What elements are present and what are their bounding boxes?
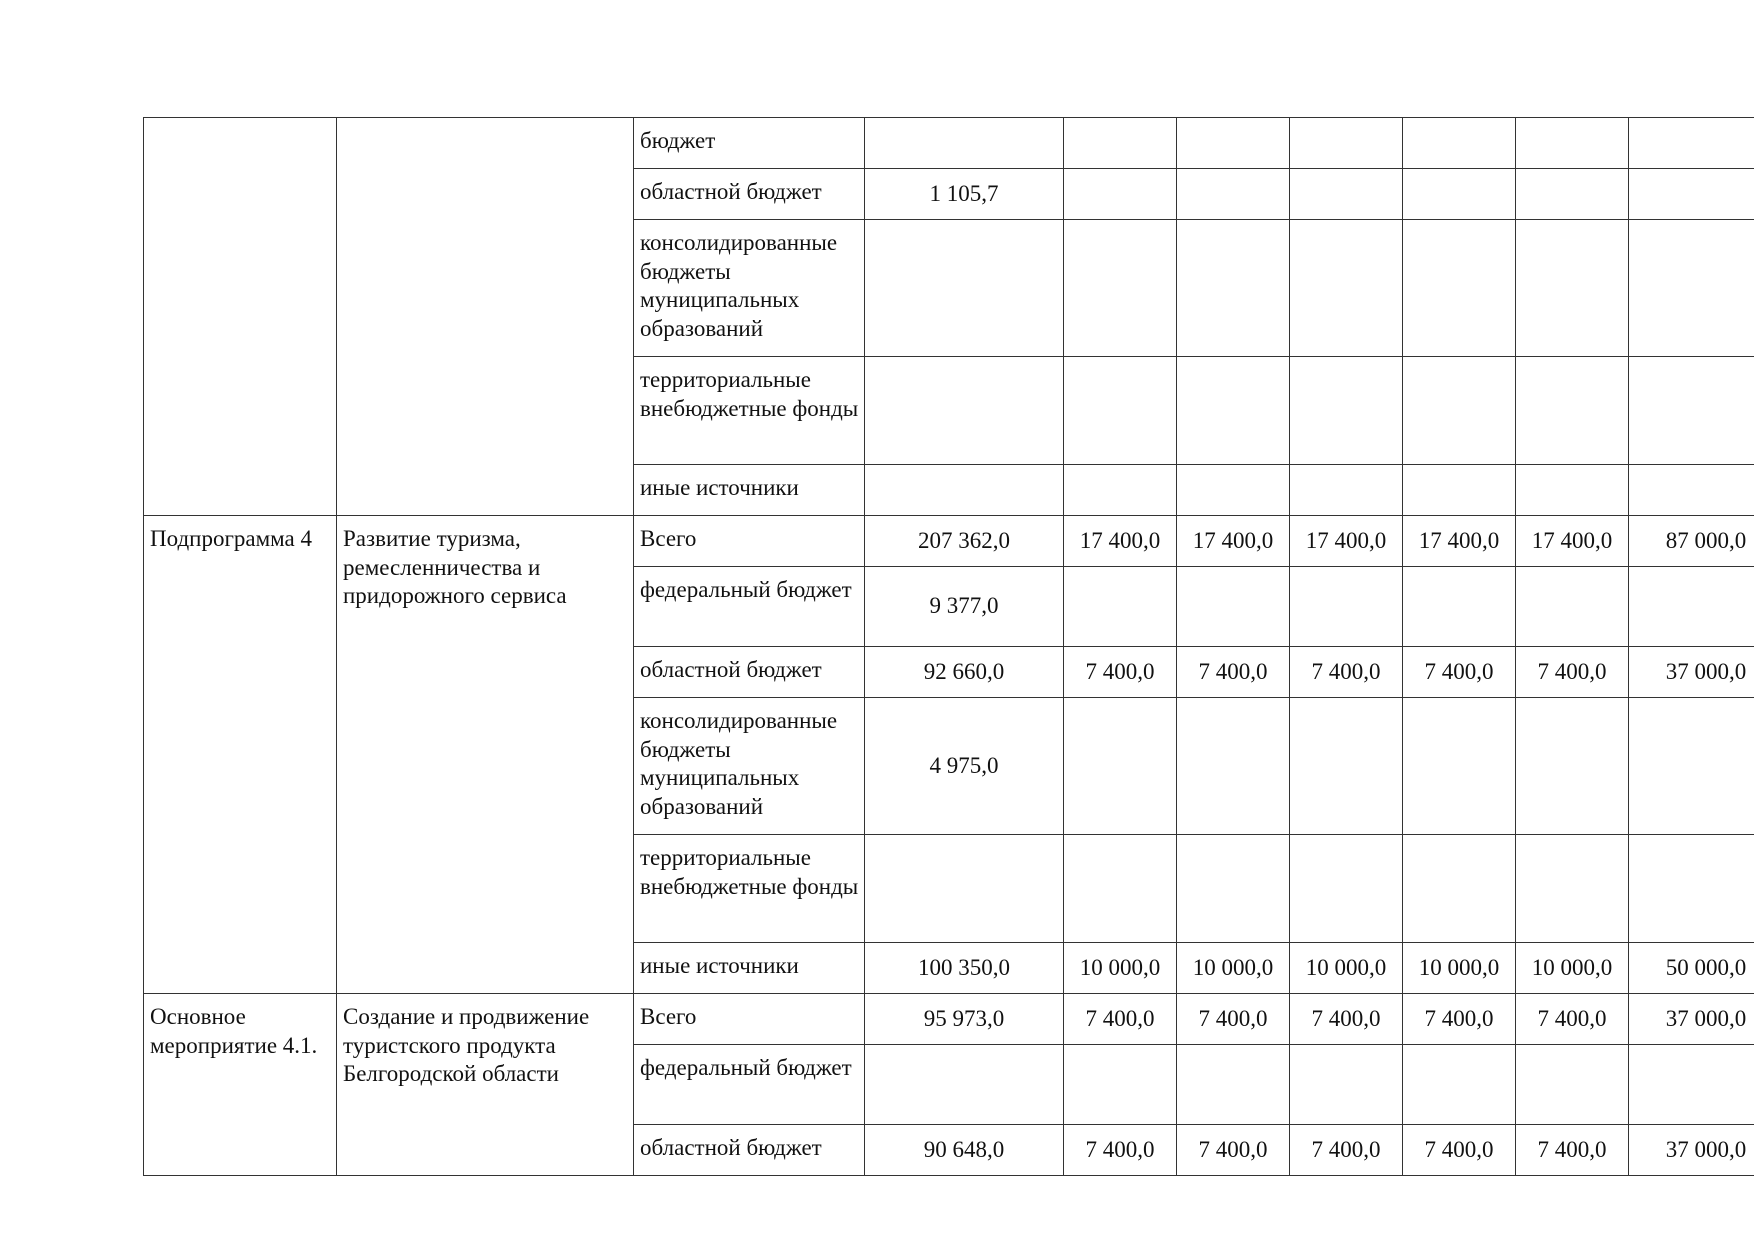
amount-cell [1177, 118, 1290, 169]
budget-table [143, 117, 1754, 1176]
amount-cell [1403, 1045, 1516, 1125]
total-amount-cell [865, 465, 1064, 516]
table-row [144, 118, 1754, 169]
amount-cell [1290, 357, 1403, 465]
amount-cell [1290, 465, 1403, 516]
amount-cell: 7 400,0 [1516, 1125, 1629, 1176]
amount-cell [1629, 465, 1754, 516]
total-amount-cell [865, 1045, 1064, 1125]
funding-source-cell: федеральный бюджет [634, 567, 865, 647]
amount-cell [1177, 465, 1290, 516]
program-name-cell: Развитие туризма, ремесленничества и придорожного сервиса [337, 516, 634, 994]
amount-cell [1516, 357, 1629, 465]
amount-cell: 7 400,0 [1290, 994, 1403, 1045]
amount-cell [1064, 465, 1177, 516]
funding-source-cell: иные источники [634, 465, 865, 516]
funding-source-cell: областной бюджет [634, 1125, 865, 1176]
amount-cell [1064, 567, 1177, 647]
amount-cell: 17 400,0 [1064, 516, 1177, 567]
amount-cell: 37 000,0 [1629, 647, 1754, 698]
total-amount-cell: 90 648,0 [865, 1125, 1064, 1176]
amount-cell: 17 400,0 [1516, 516, 1629, 567]
amount-cell: 7 400,0 [1403, 994, 1516, 1045]
total-amount-cell: 92 660,0 [865, 647, 1064, 698]
total-amount-cell: 95 973,0 [865, 994, 1064, 1045]
amount-cell [1290, 835, 1403, 943]
amount-cell [1516, 1045, 1629, 1125]
program-code-cell [144, 118, 337, 516]
funding-source-cell: территориальные внебюджетные фонды [634, 835, 865, 943]
amount-cell [1629, 698, 1754, 835]
amount-cell [1064, 357, 1177, 465]
amount-cell [1064, 835, 1177, 943]
budget-table-body [144, 118, 1754, 1176]
program-name-cell: Создание и продвижение туристского продукта Белгородской области [337, 994, 634, 1176]
amount-cell: 87 000,0 [1629, 516, 1754, 567]
program-code-cell: Основное мероприятие 4.1. [144, 994, 337, 1176]
amount-cell [1403, 118, 1516, 169]
amount-cell: 7 400,0 [1177, 994, 1290, 1045]
amount-cell: 17 400,0 [1403, 516, 1516, 567]
amount-cell [1290, 567, 1403, 647]
table-row [144, 516, 1754, 567]
total-amount-cell [865, 118, 1064, 169]
total-amount-cell: 9 377,0 [865, 567, 1064, 647]
amount-cell: 7 400,0 [1064, 994, 1177, 1045]
amount-cell [1290, 698, 1403, 835]
amount-cell: 10 000,0 [1064, 943, 1177, 994]
amount-cell [1177, 835, 1290, 943]
funding-source-cell: Всего [634, 516, 865, 567]
funding-source-cell: консолидированные бюджеты муниципальных образований [634, 220, 865, 357]
amount-cell: 7 400,0 [1064, 1125, 1177, 1176]
funding-source-cell: федеральный бюджет [634, 1045, 865, 1125]
amount-cell [1516, 465, 1629, 516]
amount-cell [1177, 220, 1290, 357]
total-amount-cell [865, 835, 1064, 943]
program-name-cell [337, 118, 634, 516]
amount-cell [1177, 357, 1290, 465]
amount-cell [1516, 698, 1629, 835]
amount-cell: 10 000,0 [1290, 943, 1403, 994]
amount-cell [1177, 698, 1290, 835]
amount-cell: 10 000,0 [1177, 943, 1290, 994]
amount-cell [1403, 220, 1516, 357]
amount-cell [1629, 118, 1754, 169]
amount-cell [1064, 169, 1177, 220]
amount-cell: 7 400,0 [1403, 1125, 1516, 1176]
amount-cell [1629, 220, 1754, 357]
amount-cell: 17 400,0 [1177, 516, 1290, 567]
funding-source-cell: территориальные внебюджетные фонды [634, 357, 865, 465]
funding-source-cell: областной бюджет [634, 647, 865, 698]
amount-cell [1177, 1045, 1290, 1125]
amount-cell [1290, 220, 1403, 357]
amount-cell [1403, 567, 1516, 647]
amount-cell [1177, 567, 1290, 647]
funding-source-cell: консолидированные бюджеты муниципальных образований [634, 698, 865, 835]
program-code-cell: Подпрограмма 4 [144, 516, 337, 994]
amount-cell: 7 400,0 [1177, 1125, 1290, 1176]
amount-cell [1290, 1045, 1403, 1125]
amount-cell: 7 400,0 [1290, 1125, 1403, 1176]
amount-cell [1064, 1045, 1177, 1125]
total-amount-cell: 4 975,0 [865, 698, 1064, 835]
total-amount-cell: 207 362,0 [865, 516, 1064, 567]
table-row [144, 994, 1754, 1045]
total-amount-cell [865, 220, 1064, 357]
amount-cell: 17 400,0 [1290, 516, 1403, 567]
amount-cell [1177, 169, 1290, 220]
funding-source-cell: бюджет [634, 118, 865, 169]
amount-cell: 7 400,0 [1403, 647, 1516, 698]
amount-cell [1403, 698, 1516, 835]
amount-cell [1403, 169, 1516, 220]
amount-cell [1629, 357, 1754, 465]
amount-cell: 37 000,0 [1629, 1125, 1754, 1176]
amount-cell [1064, 220, 1177, 357]
amount-cell [1064, 698, 1177, 835]
amount-cell [1403, 835, 1516, 943]
amount-cell [1403, 465, 1516, 516]
amount-cell [1516, 169, 1629, 220]
total-amount-cell: 1 105,7 [865, 169, 1064, 220]
amount-cell [1516, 220, 1629, 357]
amount-cell: 50 000,0 [1629, 943, 1754, 994]
amount-cell: 10 000,0 [1516, 943, 1629, 994]
amount-cell [1516, 835, 1629, 943]
amount-cell: 10 000,0 [1403, 943, 1516, 994]
amount-cell [1290, 118, 1403, 169]
total-amount-cell: 100 350,0 [865, 943, 1064, 994]
amount-cell [1629, 1045, 1754, 1125]
funding-source-cell: областной бюджет [634, 169, 865, 220]
amount-cell: 7 400,0 [1516, 647, 1629, 698]
amount-cell [1629, 567, 1754, 647]
amount-cell [1516, 567, 1629, 647]
amount-cell: 7 400,0 [1064, 647, 1177, 698]
amount-cell [1290, 169, 1403, 220]
amount-cell: 7 400,0 [1177, 647, 1290, 698]
amount-cell [1403, 357, 1516, 465]
amount-cell [1629, 169, 1754, 220]
amount-cell: 37 000,0 [1629, 994, 1754, 1045]
amount-cell [1064, 118, 1177, 169]
total-amount-cell [865, 357, 1064, 465]
amount-cell [1629, 835, 1754, 943]
amount-cell: 7 400,0 [1516, 994, 1629, 1045]
amount-cell [1516, 118, 1629, 169]
funding-source-cell: иные источники [634, 943, 865, 994]
amount-cell: 7 400,0 [1290, 647, 1403, 698]
funding-source-cell: Всего [634, 994, 865, 1045]
